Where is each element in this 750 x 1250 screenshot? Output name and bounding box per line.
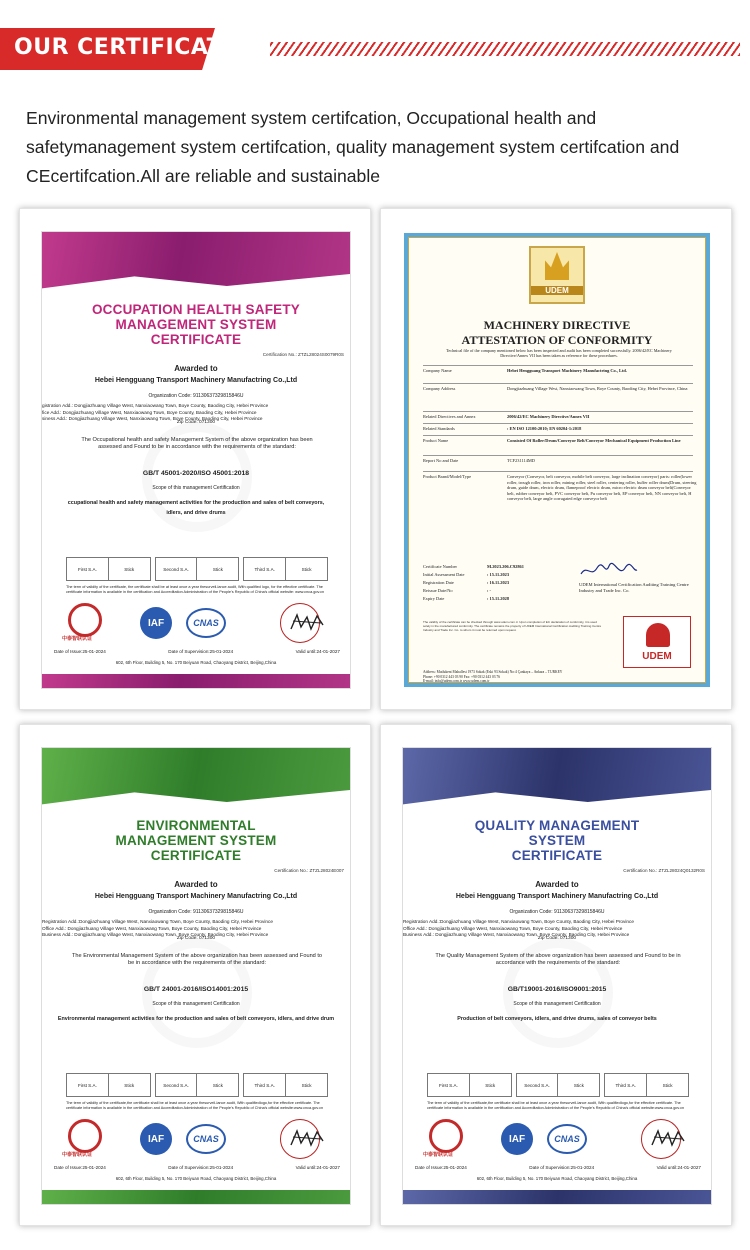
awarded-to-label: Awarded to xyxy=(174,364,218,373)
date-of-issue: Date of Issue:25-01-2024 xyxy=(415,1165,467,1170)
sa-stick: Stick xyxy=(646,1073,689,1097)
sa-label: First S.A. xyxy=(66,1073,108,1097)
certificate-title-line: MANAGEMENT SYSTEM xyxy=(115,317,277,332)
zhongtai-logo-icon xyxy=(68,603,102,637)
zhongtai-logo-text: 中泰智联认证 xyxy=(423,1152,454,1158)
company-name: Hebei Hengguang Transport Machinery Manufactring Co.,Ltd xyxy=(94,893,298,900)
awarded-to-label: Awarded to xyxy=(174,880,218,889)
certification-number: Certification No.: ZTZL28024E007 xyxy=(274,868,344,873)
bottom-color-band xyxy=(42,674,350,688)
ce-field-value: Dongjiazhuang Village West, Nanxiaowang Town, Boye County, Baoding City, Hebei Province, China xyxy=(507,386,688,391)
accreditation-logos xyxy=(423,1119,693,1161)
standard-name: GB/T19001-2016/ISO9001:2015 xyxy=(507,986,607,993)
certificate-title-line: MANAGEMENT SYSTEM xyxy=(115,833,277,848)
ce-cert-value: : - xyxy=(487,588,492,593)
date-of-issue: Date of Issue:25-01-2024 xyxy=(54,649,106,654)
standard-name: GB/T 24001-2016/ISO14001:2015 xyxy=(143,986,249,993)
certificate-frame-ce[interactable] xyxy=(380,208,732,710)
certificate-title xyxy=(42,818,350,863)
certificate-dates xyxy=(54,1165,340,1170)
ce-field-key: Related Directives and Annex xyxy=(423,414,476,419)
signature-icon xyxy=(579,562,639,580)
ce-phone: Phone: +90 0312 443 03 90 Fax: +90 0312 443 03 76 xyxy=(423,674,501,679)
scope-line-2: idlers, and drive drums xyxy=(166,510,226,516)
organization-code: Organization Code: 91130637329815846U xyxy=(148,393,244,399)
sa-stick: Stick xyxy=(108,557,151,581)
certificate-frame-ohs[interactable] xyxy=(19,208,371,710)
zip-code: Zip Code: 071300 xyxy=(176,936,216,941)
date-of-issue: Date of Issue:25-01-2024 xyxy=(54,1165,106,1170)
date-of-supervision: Date of Supervision:25-01-2024 xyxy=(168,1165,234,1170)
scope-label: Scope of this management Certification xyxy=(152,485,240,491)
address-line: gistration Add.: Dongjiazhuang Village West, Nanxiaowang Town, Boye County, Baoding City, Hebei Province xyxy=(42,403,269,408)
sa-stick: Stick xyxy=(285,557,328,581)
valid-until: Valid until:24-01-2027 xyxy=(295,649,340,654)
sa-label: Second S.A. xyxy=(155,1073,197,1097)
certificate-ohs xyxy=(41,231,351,689)
certificate-title-line: CERTIFICATE xyxy=(511,848,603,863)
certifier-address: 602, 6th Floor, Building 5, No. 170 Beiyuan Road, Chaoyang District, Beijing,China xyxy=(115,660,277,665)
scope-text xyxy=(42,1014,350,1024)
surveillance-audit-table xyxy=(66,557,328,581)
surveillance-audit-table xyxy=(427,1073,689,1097)
address-line: siness Add.: Dongjiazhuang Village West, Nanxiaowang Town, Boye County, Baoding City, Hebei Province xyxy=(42,416,263,422)
crown-icon xyxy=(545,252,569,280)
certifier-address: 602, 6th Floor, Building 5, No. 170 Beiyuan Road, Chaoyang District, Beijing,China xyxy=(476,1176,638,1181)
zip-code: Zip Code: 071300 xyxy=(176,420,216,425)
zhongtai-logo-icon xyxy=(68,1119,102,1153)
sa-stick: Stick xyxy=(196,557,239,581)
certificate-frame-qms[interactable] xyxy=(380,724,732,1226)
validity-note: The term of validity of the certificate, the certificate shall be at least once a year thesurveil-lance audit, With qualified logo, for the effective certificate. The certificate information is available in the certification and Accreditation Administration of the People's Republic of China's official website: www.cnca.gov.cn xyxy=(66,585,325,595)
certificate-title-line: CERTIFICATE xyxy=(150,332,242,347)
udem-logo xyxy=(529,246,585,304)
ce-field-key: Report No and Date xyxy=(423,458,459,463)
zip-code: Zip Code: 071300 xyxy=(537,936,577,941)
ce-intro: Technical file of the company mentioned below has been inspected and audit has been completed successfully. 2006/42/EC Machinery Directive/Annex VII has been taken as reference for these procedures. xyxy=(446,348,672,359)
ce-field-key: Product Brand/Model/Type xyxy=(423,474,472,479)
certificate-title xyxy=(42,302,350,347)
standard-name: GB/T 45001-2020/ISO 45001:2018 xyxy=(142,470,250,477)
cnas-logo-icon: CNAS xyxy=(547,1124,587,1154)
sa-label: Third S.A. xyxy=(243,1073,285,1097)
ce-cert-value: : 16.11.2023 xyxy=(487,580,510,585)
date-of-supervision: Date of Supervision:25-01-2024 xyxy=(168,649,234,654)
certificate-title xyxy=(403,818,711,863)
valid-until: Valid until:24-01-2027 xyxy=(656,1165,701,1170)
certificate-title-line: SYSTEM xyxy=(528,833,586,848)
ce-field-divider xyxy=(423,435,693,436)
certificate-title-line: ENVIRONMENTAL xyxy=(136,818,256,833)
ce-field-value: TCF231114MD xyxy=(507,458,535,463)
certificate-env xyxy=(41,747,351,1205)
ce-validity-note: The validity of the certificate can be checked through www.udem.com.tr. Upon completion of EC declaration of conformity, it is used solely in the manufactured conformity. The certificate remains the property of UDEM International Certification Auditing Training Centre Industry and Trade Inc. Co. to whom it must be returned upon request. xyxy=(423,620,602,632)
signature-icon xyxy=(287,1127,327,1149)
sa-label: First S.A. xyxy=(427,1073,469,1097)
certificate-dates xyxy=(415,1165,701,1170)
assessment-statement: The Occupational health and safety Management System of the above organization has been assessed and Found to be in accordance with the requirements of the standard: xyxy=(81,437,313,451)
scope-line-1: ccupational health and safety management activities for the production and sales of belt conveyors, xyxy=(67,500,325,506)
ce-field-value: Consisted Of Roller/Drum/Conveyor Belt/Conveyor Mechanical Equipment Production Line xyxy=(507,438,681,443)
ce-cert-key: Registration Date xyxy=(423,580,454,585)
cnas-logo-icon: CNAS xyxy=(186,608,226,638)
date-of-supervision: Date of Supervision:25-01-2024 xyxy=(529,1165,595,1170)
address-line: Business Add.: Dongjiazhuang Village West, Nanxiaowang Town, Boye County, Baoding City, Hebei Province xyxy=(42,932,269,938)
banner-hatch-decoration xyxy=(270,42,740,56)
signature-icon xyxy=(287,611,327,633)
certificate-qms xyxy=(402,747,712,1205)
ce-field-value: : EN ISO 12100:2010; EN 60204-1:2018 xyxy=(507,426,582,431)
ce-field-key: Product Name xyxy=(423,438,449,443)
lion-icon xyxy=(646,623,670,647)
sa-stick: Stick xyxy=(469,1073,512,1097)
bottom-color-band xyxy=(403,1190,711,1204)
certificate-dates xyxy=(54,649,340,654)
ce-web: E-mail: info@udem.com.tr www.udem.com.tr xyxy=(423,679,490,684)
address-line: Office Add.: Dongjiazhuang Village West, Nanxiaowang Town, Boye County, Baoding City, Hebei Province xyxy=(42,925,262,931)
ce-field-divider xyxy=(423,423,693,424)
validity-note: The term of validity of the certificate,the certificate shall be at least once a year thesurveil-lance audit, With qualifiedlogo,for the effective certificate. The certificate information is available in the certification and Accreditation Administration of the People's Republic of China's official website:www.cnca.gov.cn xyxy=(66,1101,324,1111)
sa-label: Third S.A. xyxy=(604,1073,646,1097)
sa-label: Third S.A. xyxy=(243,557,285,581)
ce-field-value: Hebei Hengguang Transport Machinery Manufactring Co., Ltd. xyxy=(507,368,627,373)
address-line: Registration Add.:Dongjiazhuang Village West, Nanxiaowang Town, Boye County, Baoding City, Hebei Province xyxy=(403,919,634,924)
ce-field-key: Related Standards xyxy=(423,426,455,431)
address-line: Business Add.: Dongjiazhuang Village West, Nanxiaowang Town, Boye County, Baoding City, Hebei Province xyxy=(403,932,630,938)
bottom-color-band xyxy=(42,1190,350,1204)
signature-icon xyxy=(648,1127,688,1149)
address-line: fice Add.: Dongjiazhuang Village West, Nanxiaowang Town, Boye County, Baoding City, Hebei Province xyxy=(42,409,257,415)
ce-field-divider xyxy=(423,411,693,412)
header-banner xyxy=(0,28,750,70)
ce-title-1: MACHINERY DIRECTIVE xyxy=(483,318,631,332)
certificate-frame-env[interactable] xyxy=(19,724,371,1226)
address-line: Registration Add.:Dongjiazhuang Village West, Nanxiaowang Town, Boye County, Baoding City, Hebei Province xyxy=(42,919,273,924)
ce-paper xyxy=(408,237,706,683)
ce-field-divider xyxy=(423,365,693,366)
ce-cert-key: Reissue Date/No xyxy=(423,588,453,593)
certificate-title-line: QUALITY MANAGEMENT xyxy=(474,818,640,833)
ce-cert-key: Initial Assessment Date xyxy=(423,572,465,577)
ce-cert-value: : 15.11.2023 xyxy=(487,572,510,577)
iaf-logo-icon: IAF xyxy=(140,607,172,639)
scope-text xyxy=(403,1014,711,1024)
ce-field-divider xyxy=(423,455,693,456)
udem-logo-text: UDEM xyxy=(531,286,583,295)
udem-red-logo-text: UDEM xyxy=(642,651,672,662)
ce-cert-value: : 15.11.2028 xyxy=(487,596,510,601)
accreditation-logos xyxy=(62,603,332,645)
validity-note: The term of validity of the certificate,the certificate shall be at least once a year thesurveil-lance audit, With qualifiedlogo,for the effective certificate. The certificate information is available in the certification and Accreditation Administration of the People's Republic of China's official website:www.cnca.gov.cn xyxy=(427,1101,685,1111)
page-title: OUR CERTIFICATE xyxy=(14,35,238,60)
sa-stick: Stick xyxy=(557,1073,600,1097)
iaf-logo-icon: IAF xyxy=(140,1123,172,1155)
ce-address: Address: Mutlukent Mahallesi 1973 Sokak (Eski 93 Sokak) No:4 Çankaya – Ankara – TURKEY xyxy=(423,670,563,674)
valid-until: Valid until:24-01-2027 xyxy=(295,1165,340,1170)
assessment-statement: The Environmental Management System of the above organization has been assessed and Found to be in accordance with the requirements of the standard: xyxy=(72,953,323,967)
scope-label: Scope of this management Certification xyxy=(513,1001,601,1007)
ce-title-2: ATTESTATION OF CONFORMITY xyxy=(461,333,653,347)
ce-address-block xyxy=(423,670,693,684)
scope-text xyxy=(42,498,350,518)
ce-field-divider xyxy=(423,383,693,384)
certification-number: Certification No.: ZTZL28024Q0132R0S xyxy=(623,868,705,873)
certification-number: Certification No.: ZTZL28024S0079R0S xyxy=(262,352,344,357)
ce-cert-value: M.2023.206.C92861 xyxy=(487,564,524,569)
sa-stick: Stick xyxy=(285,1073,328,1097)
sa-label: Second S.A. xyxy=(155,557,197,581)
ce-field-value: 2006/42/EC Machinery Directive/Annex VII xyxy=(507,414,590,419)
ce-field-key: Company Address xyxy=(423,386,456,391)
ce-field-divider xyxy=(423,471,693,472)
ce-field-key: Company Name xyxy=(423,368,452,373)
scope-label: Scope of this management Certification xyxy=(152,1001,240,1007)
surveillance-audit-table xyxy=(66,1073,328,1097)
certificate-ce xyxy=(402,231,712,689)
organization-code: Organization Code: 91130637329815846U xyxy=(509,909,605,915)
address-line: Office Add.: Dongjiazhuang Village West, Nanxiaowang Town, Boye County, Baoding City, Hebei Province xyxy=(403,925,623,931)
certifier-address: 602, 6th Floor, Building 5, No. 170 Beiyuan Road, Chaoyang District, Beijing,China xyxy=(115,1176,277,1181)
assessment-statement: The Quality Management System of the above organization has been assessed and Found to be in accordance with the requirements of the standard: xyxy=(435,953,681,967)
ce-cert-key: Certificate Number xyxy=(423,564,458,569)
udem-red-logo xyxy=(623,616,691,668)
company-name: Hebei Hengguang Transport Machinery Manufactring Co.,Ltd xyxy=(455,893,659,900)
sa-stick: Stick xyxy=(196,1073,239,1097)
company-name: Hebei Hengguang Transport Machinery Manufactring Co.,Ltd xyxy=(94,377,298,384)
accreditation-logos xyxy=(62,1119,332,1161)
scope-line-1: Environmental management activities for the production and sales of belt conveyors, idlers, and drive drum xyxy=(57,1016,335,1022)
ce-cert-key: Expiry Date xyxy=(423,596,445,601)
sa-label: Second S.A. xyxy=(516,1073,558,1097)
sa-stick: Stick xyxy=(108,1073,151,1097)
zhongtai-logo-text: 中泰智联认证 xyxy=(62,636,93,642)
cnas-logo-icon: CNAS xyxy=(186,1124,226,1154)
ce-issuer: UDEM International Certification Auditing Training Centre Industry and Trade Inc. Co. xyxy=(579,582,689,593)
scope-line-1: Production of belt conveyors, idlers, and drive drums, sales of conveyor belts xyxy=(457,1016,657,1022)
iaf-logo-icon: IAF xyxy=(501,1123,533,1155)
awarded-to-label: Awarded to xyxy=(535,880,579,889)
certificate-title-line: OCCUPATION HEALTH SAFETY xyxy=(91,302,301,317)
certificate-title-line: CERTIFICATE xyxy=(150,848,242,863)
zhongtai-logo-icon xyxy=(429,1119,463,1153)
zhongtai-logo-text: 中泰智联认证 xyxy=(62,1152,93,1158)
organization-code: Organization Code: 91130637329815846U xyxy=(148,909,244,915)
ce-border xyxy=(404,233,710,687)
sa-label: First S.A. xyxy=(66,557,108,581)
ce-field-value: Conveyor (Conveyor, belt conveyor, mobile belt conveyor, large inclination conveyor) parts: roller(lower roller, trough roller, iron roller, mining roller, steel roller, centering roller, buffer roller drum(Drum, steering drum, guide drum, electric drum, flameproof electric drum, micro electric drum conveyor belt(Conveyor belt, rubber conveyor belt, PVC conveyor belt, Pu conveyor belt, EP conveyor belt, NN conveyor belt, H conveyor belt, large angle corrugated edge conveyor belt xyxy=(507,474,697,502)
intro-text: Environmental management system certifcation, Occupational health and safetymanagement system certifcation, quality management system certifcation and CEcertifcation.All are reliable and sustainable xyxy=(26,108,680,186)
